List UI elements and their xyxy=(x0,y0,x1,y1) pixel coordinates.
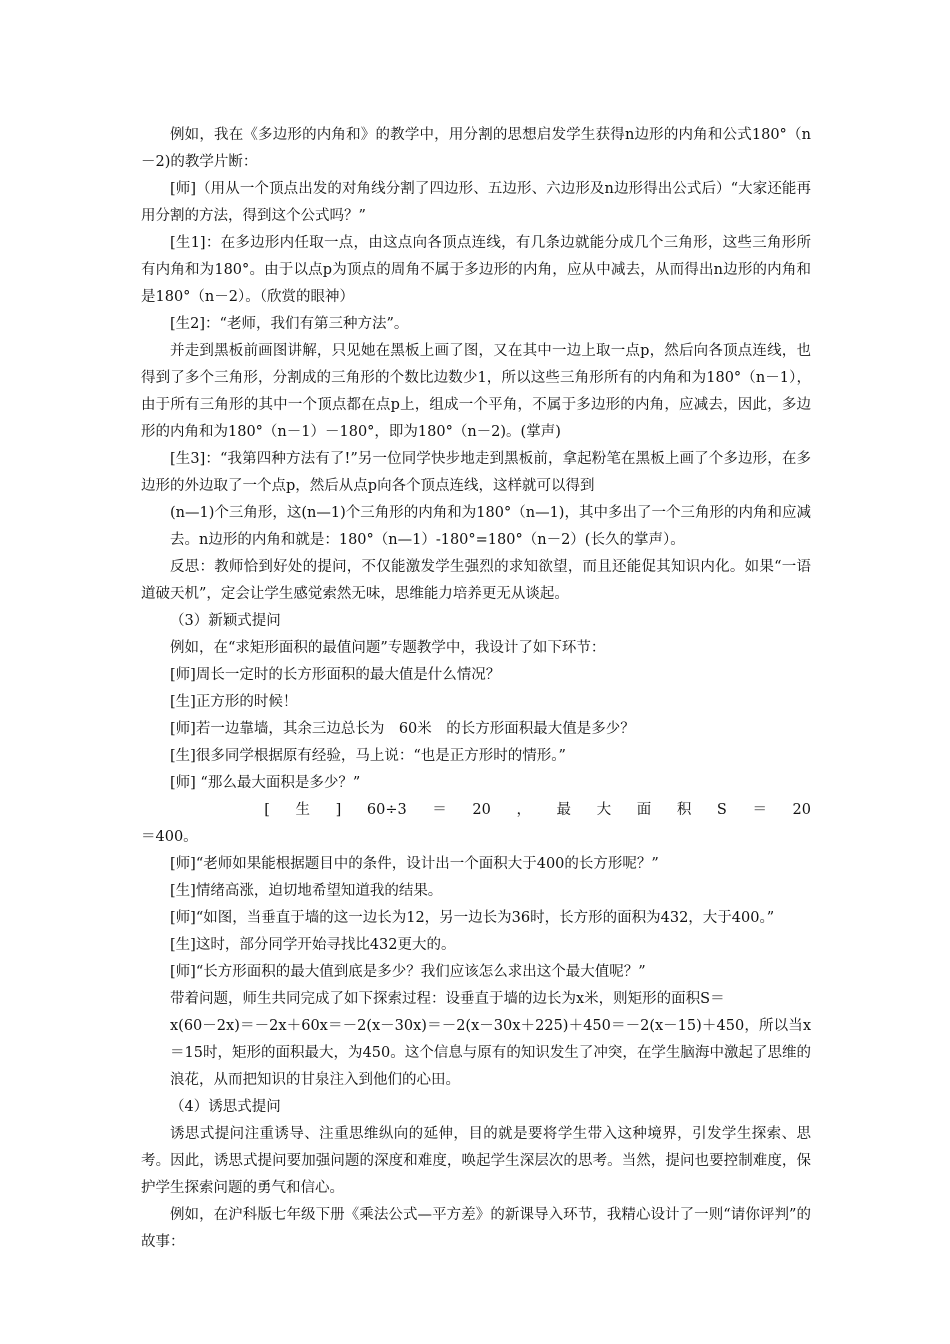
paragraph: [生2]：“老师，我们有第三种方法”。 xyxy=(170,316,409,332)
paragraph: [生1]：在多边形内任取一点，由这点向各顶点连线，有几条边就能分成几个三角形，这些三角形所有内角和为180°。由于以点p为顶点的周角不属于多边形的内角，应从中减去，从而得出n边形的内角和是180°（n－2）。（欣赏的眼神） xyxy=(141,235,811,305)
paragraph: [师]（用从一个顶点出发的对角线分割了四边形、五边形、六边形及n边形得出公式后）“大家还能再用分割的方法，得到这个公式吗？” xyxy=(141,181,811,224)
paragraph: 反思：教师恰到好处的提问，不仅能激发学生强烈的求知欲望，而且还能促其知识内化。如果“一语道破天机”，定会让学生感觉索然无味，思维能力培养更无从谈起。 xyxy=(141,559,811,602)
paragraph xyxy=(141,797,811,824)
paragraph: 例如，我在《多边形的内角和》的教学中，用分割的思想启发学生获得n边形的内角和公式180°（n－2)的教学片断： xyxy=(141,127,811,170)
equation-token: 生 xyxy=(295,802,311,818)
paragraph: [师]周长一定时的长方形面积的最大值是什么情况？ xyxy=(170,667,501,683)
paragraph: [师]“老师如果能根据题目中的条件，设计出一个面积大于400的长方形呢？” xyxy=(170,856,659,872)
paragraph: （3）新颖式提问 xyxy=(170,613,281,629)
equation-token: S xyxy=(716,802,727,818)
equation-token: ] xyxy=(335,802,342,818)
paragraph: x(60－2x)＝－2x＋60x＝－2(x－30x)＝－2(x－30x＋225)＋450＝－2(x－15)＋450，所以当x＝15时，矩形的面积最大，为450。这个信息与原有的知识发生了冲突，在学生脑海中激起了思维的浪花，从而把知识的甘泉注入到他们的心田。 xyxy=(170,1018,811,1088)
paragraph: [生]这时，部分同学开始寻找比432更大的。 xyxy=(170,937,456,953)
paragraph: [生]很多同学根据原有经验，马上说：“也是正方形时的情形。” xyxy=(170,748,566,764)
paragraph: 带着问题，师生共同完成了如下探索过程：设垂直于墙的边长为x米，则矩形的面积S＝ xyxy=(170,991,725,1007)
paragraph: 诱思式提问注重诱导、注重思维纵向的延伸，目的就是要将学生带入这种境界，引发学生探索、思考。因此，诱思式提问要加强问题的深度和难度，唤起学生深层次的思考。当然，提问也要控制难度，保护学生探索问题的勇气和信心。 xyxy=(141,1126,811,1196)
paragraph: [生3]：“我第四种方法有了!”另一位同学快步地走到黑板前，拿起粉笔在黑板上画了个多边形，在多边形的外边取了一个点p，然后从点p向各个顶点连线，这样就可以得到 xyxy=(141,451,811,494)
paragraph: [师]“长方形面积的最大值到底是多少？我们应该怎么求出这个最大值呢？” xyxy=(170,964,646,980)
paragraph: ＝400。 xyxy=(141,829,198,845)
equation-token: ， xyxy=(516,802,531,818)
equation-token: ＝ xyxy=(752,802,767,818)
equation-token: 20 xyxy=(472,802,491,818)
paragraph: [生]正方形的时候！ xyxy=(170,694,298,710)
paragraph: [师]“如图，当垂直于墙的这一边长为12，另一边长为36时，长方形的面积为432，大于400。” xyxy=(170,910,775,926)
equation-token: 最 xyxy=(556,802,572,818)
equation-token: 面 xyxy=(636,802,652,818)
paragraph: [师] “那么最大面积是多少？” xyxy=(170,775,361,791)
equation-token: 60÷3 xyxy=(366,802,407,818)
paragraph: [生]情绪高涨，迫切地希望知道我的结果。 xyxy=(170,883,443,899)
paragraph: （4）诱思式提问 xyxy=(170,1099,281,1115)
paragraph: (n—1)个三角形，这(n—1)个三角形的内角和为180°（n—1)，其中多出了一个三角形的内角和应减去。n边形的内角和就是：180°（n—1）-180°=180°（n－2）(长久的掌声）。 xyxy=(170,505,811,548)
equation-token: [ xyxy=(264,802,270,818)
document-body xyxy=(141,122,811,1256)
paragraph: 例如，在“求矩形面积的最值问题”专题教学中，我设计了如下环节： xyxy=(170,640,606,656)
paragraph: [师]若一边靠墙，其余三边总长为 60米 的长方形面积最大值是多少？ xyxy=(170,721,635,737)
paragraph: 例如，在沪科版七年级下册《乘法公式—平方差》的新课导入环节，我精心设计了一则“请你评判”的故事： xyxy=(141,1207,811,1250)
paragraph: 并走到黑板前画图讲解，只见她在黑板上画了图，又在其中一边上取一点p，然后向各顶点连线，也得到了多个三角形，分割成的三角形的个数比边数少1，所以这些三角形所有的内角和为180°（n－1），由于所有三角形的其中一个顶点都在点p上，组成一个平角，不属于多边形的内角，应减去，因此，多边形的内角和为180°（n－1）－180°，即为180°（n－2)。(掌声) xyxy=(141,343,811,440)
equation-token: 积 xyxy=(676,802,692,818)
equation-token: ＝ xyxy=(432,802,447,818)
equation-token: 20 xyxy=(792,802,811,818)
equation-token: 大 xyxy=(596,802,612,818)
